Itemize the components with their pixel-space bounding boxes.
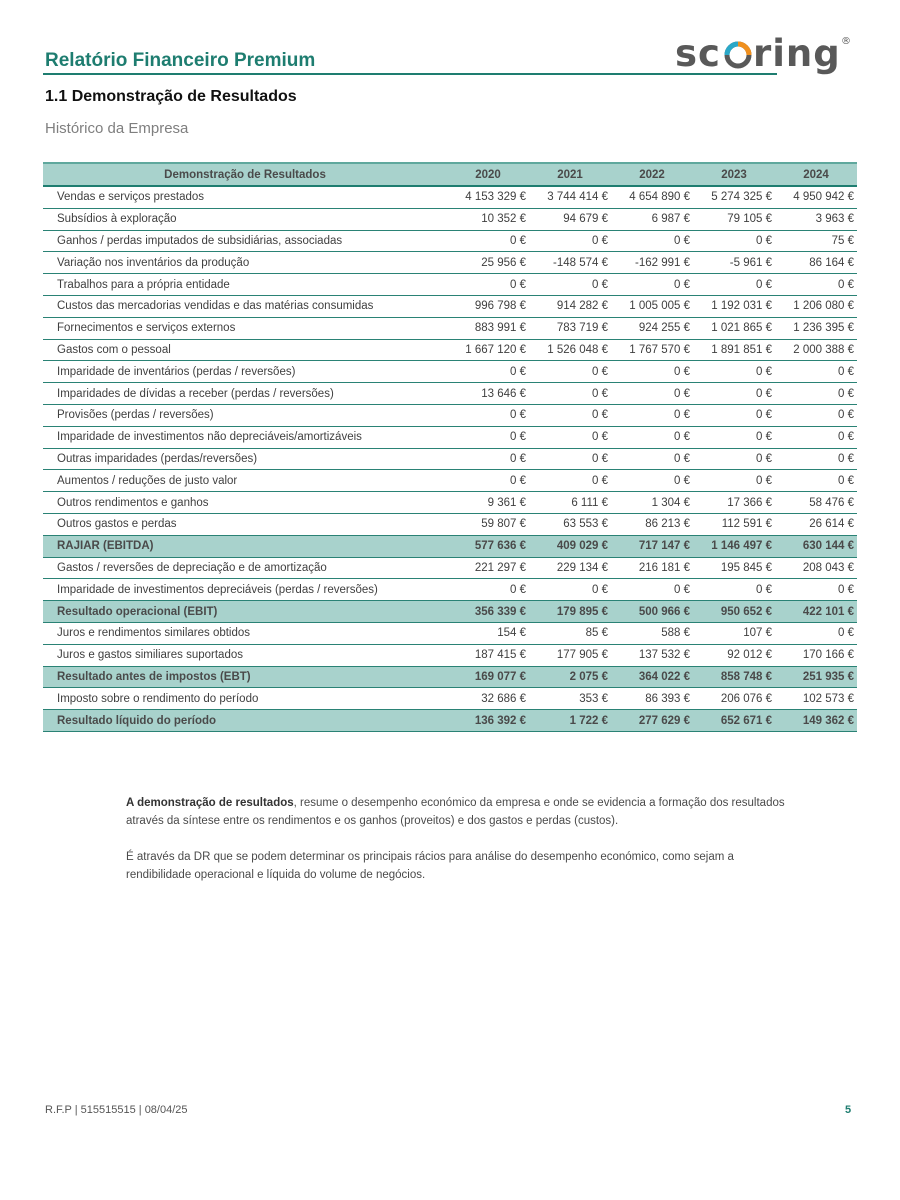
cell-value: 0 € xyxy=(775,470,857,492)
row-label: Resultado antes de impostos (EBT) xyxy=(43,666,447,688)
table-row xyxy=(43,426,857,448)
row-label: Outras imparidades (perdas/reversões) xyxy=(43,448,447,470)
cell-value: 409 029 € xyxy=(529,535,611,557)
cell-value: 0 € xyxy=(611,579,693,601)
description-paragraph-1 xyxy=(126,794,786,830)
cell-value: 0 € xyxy=(693,579,775,601)
cell-value: 630 144 € xyxy=(775,535,857,557)
cell-value: 500 966 € xyxy=(611,601,693,623)
row-label: Resultado líquido do período xyxy=(43,710,447,732)
description-paragraph-2: É através da DR que se podem determinar os principais rácios para análise do desempenho económico, como sejam a rendibilidade operacional e líquida do volume de negócios. xyxy=(126,851,734,881)
cell-value: 1 526 048 € xyxy=(529,339,611,361)
table-header-label: Demonstração de Resultados xyxy=(43,163,447,186)
cell-value: 0 € xyxy=(529,361,611,383)
row-label: Imposto sobre o rendimento do período xyxy=(43,688,447,710)
cell-value: 92 012 € xyxy=(693,644,775,666)
cell-value: 0 € xyxy=(693,448,775,470)
cell-value: 0 € xyxy=(775,274,857,296)
report-title: Relatório Financeiro Premium xyxy=(45,50,316,71)
cell-value: 0 € xyxy=(529,274,611,296)
cell-value: 4 153 329 € xyxy=(447,186,529,208)
cell-value: 187 415 € xyxy=(447,644,529,666)
cell-value: 0 € xyxy=(447,426,529,448)
cell-value: 1 767 570 € xyxy=(611,339,693,361)
table-row xyxy=(43,317,857,339)
cell-value: 577 636 € xyxy=(447,535,529,557)
cell-value: 422 101 € xyxy=(775,601,857,623)
row-label: Subsídios à exploração xyxy=(43,208,447,230)
row-label: Imparidade de investimentos não depreciáveis/amortizáveis xyxy=(43,426,447,448)
cell-value: 4 950 942 € xyxy=(775,186,857,208)
row-label: Variação nos inventários da produção xyxy=(43,252,447,274)
cell-value: 229 134 € xyxy=(529,557,611,579)
table-row xyxy=(43,208,857,230)
cell-value: 2 000 388 € xyxy=(775,339,857,361)
footer-reference: R.F.P | 515515515 | 08/04/25 xyxy=(45,1104,188,1116)
cell-value: -5 961 € xyxy=(693,252,775,274)
cell-value: 883 991 € xyxy=(447,317,529,339)
row-label: Juros e gastos similiares suportados xyxy=(43,644,447,666)
cell-value: 9 361 € xyxy=(447,492,529,514)
cell-value: 0 € xyxy=(611,426,693,448)
cell-value: 1 304 € xyxy=(611,492,693,514)
row-label: Gastos / reversões de depreciação e de amortização xyxy=(43,557,447,579)
cell-value: 0 € xyxy=(775,404,857,426)
cell-value: 1 021 865 € xyxy=(693,317,775,339)
cell-value: 137 532 € xyxy=(611,644,693,666)
row-label: Juros e rendimentos similares obtidos xyxy=(43,622,447,644)
cell-value: 924 255 € xyxy=(611,317,693,339)
cell-value: 0 € xyxy=(775,361,857,383)
cell-value: 251 935 € xyxy=(775,666,857,688)
cell-value: 0 € xyxy=(775,426,857,448)
cell-value: 0 € xyxy=(447,361,529,383)
cell-value: 3 744 414 € xyxy=(529,186,611,208)
table-row xyxy=(43,186,857,208)
income-statement-table xyxy=(43,162,857,732)
cell-value: 0 € xyxy=(529,448,611,470)
row-label: Resultado operacional (EBIT) xyxy=(43,601,447,623)
row-label: Vendas e serviços prestados xyxy=(43,186,447,208)
row-label: Ganhos / perdas imputados de subsidiárias, associadas xyxy=(43,230,447,252)
row-label: Imparidades de dívidas a receber (perdas / reversões) xyxy=(43,383,447,405)
table-header-row xyxy=(43,163,857,186)
cell-value: 1 891 851 € xyxy=(693,339,775,361)
cell-value: 1 146 497 € xyxy=(693,535,775,557)
cell-value: 195 845 € xyxy=(693,557,775,579)
description-text: , resume o desempenho económico da empresa e onde se evidencia a formação dos resultados através da síntese entre os rendimentos e os ganhos (proveitos) e dos gastos e perdas (custos). xyxy=(126,797,785,827)
cell-value: 3 963 € xyxy=(775,208,857,230)
cell-value: 149 362 € xyxy=(775,710,857,732)
cell-value: 0 € xyxy=(529,404,611,426)
cell-value: 107 € xyxy=(693,622,775,644)
row-label: Outros rendimentos e ganhos xyxy=(43,492,447,514)
cell-value: 25 956 € xyxy=(447,252,529,274)
row-label: Aumentos / reduções de justo valor xyxy=(43,470,447,492)
year-header: 2020 xyxy=(447,163,529,186)
table-row xyxy=(43,688,857,710)
cell-value: 277 629 € xyxy=(611,710,693,732)
row-label: Imparidade de investimentos depreciáveis (perdas / reversões) xyxy=(43,579,447,601)
cell-value: 79 105 € xyxy=(693,208,775,230)
table-row xyxy=(43,252,857,274)
cell-value: 32 686 € xyxy=(447,688,529,710)
table-row xyxy=(43,492,857,514)
table-row xyxy=(43,361,857,383)
table-row xyxy=(43,339,857,361)
cell-value: 0 € xyxy=(693,383,775,405)
cell-value: 914 282 € xyxy=(529,295,611,317)
cell-value: 86 393 € xyxy=(611,688,693,710)
page-number: 5 xyxy=(845,1104,852,1116)
year-header: 2022 xyxy=(611,163,693,186)
cell-value: 950 652 € xyxy=(693,601,775,623)
cell-value: 0 € xyxy=(611,404,693,426)
cell-value: 0 € xyxy=(693,426,775,448)
cell-value: 17 366 € xyxy=(693,492,775,514)
table-total-row xyxy=(43,666,857,688)
svg-text:sc: sc xyxy=(675,32,721,75)
cell-value: 858 748 € xyxy=(693,666,775,688)
cell-value: 652 671 € xyxy=(693,710,775,732)
cell-value: 112 591 € xyxy=(693,513,775,535)
cell-value: 0 € xyxy=(775,579,857,601)
cell-value: 136 392 € xyxy=(447,710,529,732)
cell-value: -162 991 € xyxy=(611,252,693,274)
row-label: Custos das mercadorias vendidas e das matérias consumidas xyxy=(43,295,447,317)
cell-value: 0 € xyxy=(775,622,857,644)
cell-value: 0 € xyxy=(693,470,775,492)
table-row xyxy=(43,622,857,644)
cell-value: 0 € xyxy=(447,579,529,601)
cell-value: 75 € xyxy=(775,230,857,252)
cell-value: 206 076 € xyxy=(693,688,775,710)
cell-value: 1 236 395 € xyxy=(775,317,857,339)
cell-value: 1 667 120 € xyxy=(447,339,529,361)
cell-value: 588 € xyxy=(611,622,693,644)
cell-value: 169 077 € xyxy=(447,666,529,688)
table-row xyxy=(43,295,857,317)
cell-value: 86 164 € xyxy=(775,252,857,274)
table-row xyxy=(43,383,857,405)
table-total-row xyxy=(43,535,857,557)
cell-value: 5 274 325 € xyxy=(693,186,775,208)
cell-value: 0 € xyxy=(611,361,693,383)
description-bold-lead: A demonstração de resultados xyxy=(126,797,294,809)
cell-value: 0 € xyxy=(529,383,611,405)
cell-value: 1 722 € xyxy=(529,710,611,732)
cell-value: 0 € xyxy=(529,470,611,492)
cell-value: 58 476 € xyxy=(775,492,857,514)
year-header: 2023 xyxy=(693,163,775,186)
cell-value: 0 € xyxy=(611,230,693,252)
row-label: Gastos com o pessoal xyxy=(43,339,447,361)
year-header: 2021 xyxy=(529,163,611,186)
cell-value: 86 213 € xyxy=(611,513,693,535)
cell-value: 0 € xyxy=(447,230,529,252)
table-total-row xyxy=(43,601,857,623)
registered-mark: ® xyxy=(841,36,851,47)
cell-value: 0 € xyxy=(693,230,775,252)
table-row xyxy=(43,470,857,492)
cell-value: 364 022 € xyxy=(611,666,693,688)
cell-value: 0 € xyxy=(447,274,529,296)
cell-value: 0 € xyxy=(529,579,611,601)
cell-value: 94 679 € xyxy=(529,208,611,230)
cell-value: 216 181 € xyxy=(611,557,693,579)
cell-value: 0 € xyxy=(693,361,775,383)
row-label: Imparidade de inventários (perdas / reversões) xyxy=(43,361,447,383)
scoring-logo xyxy=(675,30,855,80)
cell-value: 0 € xyxy=(611,448,693,470)
cell-value: 154 € xyxy=(447,622,529,644)
row-label: RAJIAR (EBITDA) xyxy=(43,535,447,557)
cell-value: 783 719 € xyxy=(529,317,611,339)
cell-value: 208 043 € xyxy=(775,557,857,579)
table-row xyxy=(43,404,857,426)
cell-value: 177 905 € xyxy=(529,644,611,666)
row-label: Trabalhos para a própria entidade xyxy=(43,274,447,296)
cell-value: 102 573 € xyxy=(775,688,857,710)
header-divider xyxy=(43,73,777,75)
cell-value: 85 € xyxy=(529,622,611,644)
table-row xyxy=(43,448,857,470)
cell-value: 0 € xyxy=(693,274,775,296)
logo-ring-icon xyxy=(727,44,749,66)
cell-value: 717 147 € xyxy=(611,535,693,557)
cell-value: 4 654 890 € xyxy=(611,186,693,208)
cell-value: 59 807 € xyxy=(447,513,529,535)
cell-value: 0 € xyxy=(775,448,857,470)
cell-value: 0 € xyxy=(447,404,529,426)
table-row xyxy=(43,579,857,601)
row-label: Provisões (perdas / reversões) xyxy=(43,404,447,426)
cell-value: 170 166 € xyxy=(775,644,857,666)
table-row xyxy=(43,557,857,579)
cell-value: 996 798 € xyxy=(447,295,529,317)
section-title: 1.1 Demonstração de Resultados xyxy=(45,88,297,105)
cell-value: 0 € xyxy=(447,470,529,492)
cell-value: 0 € xyxy=(611,383,693,405)
cell-value: 2 075 € xyxy=(529,666,611,688)
cell-value: 0 € xyxy=(611,274,693,296)
cell-value: 1 192 031 € xyxy=(693,295,775,317)
cell-value: 13 646 € xyxy=(447,383,529,405)
cell-value: 6 111 € xyxy=(529,492,611,514)
cell-value: 0 € xyxy=(529,230,611,252)
row-label: Outros gastos e perdas xyxy=(43,513,447,535)
cell-value: 0 € xyxy=(693,404,775,426)
subsection-title: Histórico da Empresa xyxy=(45,120,189,137)
year-header: 2024 xyxy=(775,163,857,186)
cell-value: 10 352 € xyxy=(447,208,529,230)
cell-value: 179 895 € xyxy=(529,601,611,623)
cell-value: 0 € xyxy=(775,383,857,405)
cell-value: 26 614 € xyxy=(775,513,857,535)
cell-value: 0 € xyxy=(611,470,693,492)
cell-value: 356 339 € xyxy=(447,601,529,623)
table-row xyxy=(43,513,857,535)
cell-value: 221 297 € xyxy=(447,557,529,579)
cell-value: 353 € xyxy=(529,688,611,710)
cell-value: 0 € xyxy=(447,448,529,470)
table-row xyxy=(43,644,857,666)
cell-value: 1 005 005 € xyxy=(611,295,693,317)
table-row xyxy=(43,230,857,252)
table-total-row xyxy=(43,710,857,732)
cell-value: -148 574 € xyxy=(529,252,611,274)
cell-value: 0 € xyxy=(529,426,611,448)
cell-value: 1 206 080 € xyxy=(775,295,857,317)
cell-value: 63 553 € xyxy=(529,513,611,535)
svg-text:ring: ring xyxy=(753,32,841,75)
table-row xyxy=(43,274,857,296)
row-label: Fornecimentos e serviços externos xyxy=(43,317,447,339)
cell-value: 6 987 € xyxy=(611,208,693,230)
